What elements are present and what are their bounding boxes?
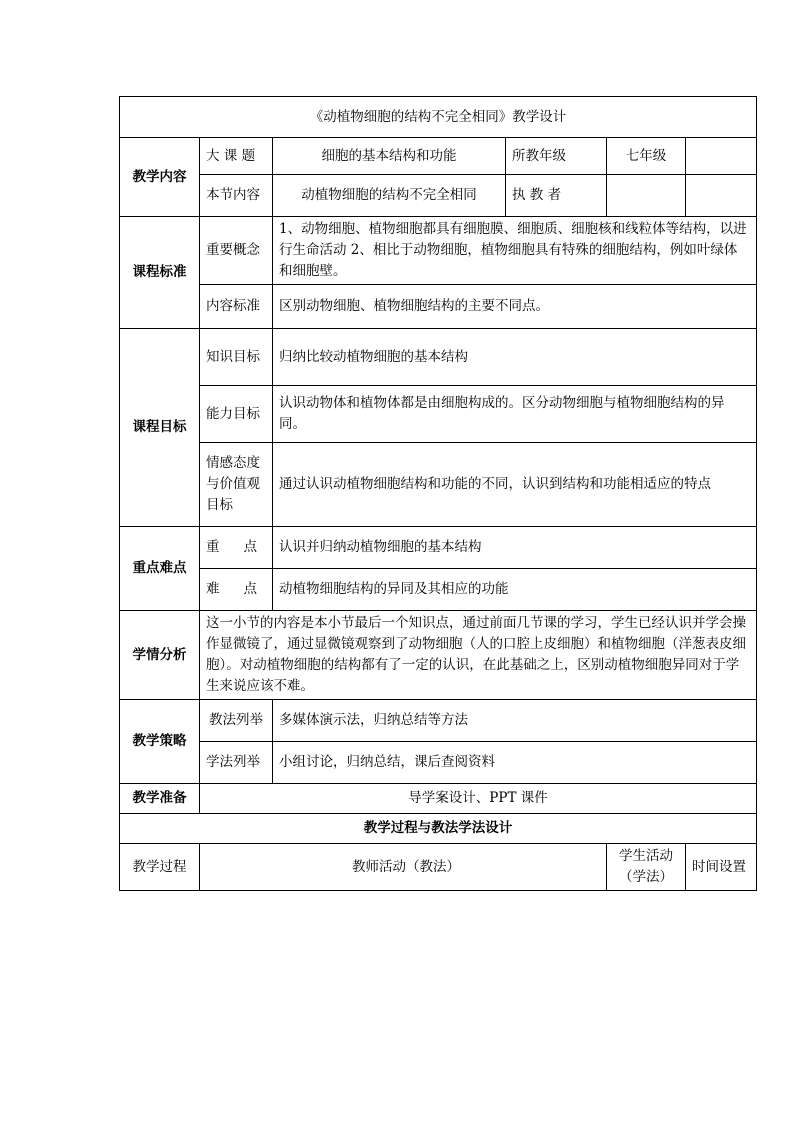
- lesson-value: 动植物细胞的结构不完全相同: [273, 175, 506, 217]
- teacher-label: 执 教 者: [506, 175, 607, 217]
- ability-goal-label: 能力目标: [200, 386, 273, 443]
- grade-value: 七年级: [607, 138, 686, 175]
- emotion-goal-text: 通过认识动植物细胞结构和功能的不同，认识到结构和功能相适应的特点: [273, 443, 757, 527]
- curriculum-standard-label: 课程标准: [120, 217, 200, 329]
- page-title: 《动植物细胞的结构不完全相同》教学设计: [120, 97, 757, 138]
- grade-label: 所教年级: [506, 138, 607, 175]
- lesson-label: 本节内容: [200, 175, 273, 217]
- focus-label: 重 点: [200, 527, 273, 569]
- teaching-method-text: 多媒体演示法，归纳总结等方法: [273, 700, 757, 742]
- key-concept-label: 重要概念: [200, 217, 273, 285]
- teaching-prep-text: 导学案设计、PPT 课件: [200, 784, 757, 814]
- content-standard-label: 内容标准: [200, 285, 273, 329]
- study-method-text: 小组讨论，归纳总结，课后查阅资料: [273, 742, 757, 784]
- content-standard-text: 区别动物细胞、植物细胞结构的主要不同点。: [273, 285, 757, 329]
- topic-value: 细胞的基本结构和功能: [273, 138, 506, 175]
- topic-label: 大 课 题: [200, 138, 273, 175]
- process-col-stage: 教学过程: [120, 844, 200, 891]
- key-concept-text: 1、动物细胞、植物细胞都具有细胞膜、细胞质、细胞核和线粒体等结构，以进行生命活动 2、相比于动物细胞，植物细胞具有特殊的细胞结构，例如叶绿体和细胞壁。: [273, 217, 757, 285]
- emotion-goal-label: 情感态度与价值观目标: [200, 443, 273, 527]
- study-method-label: 学法列举: [200, 742, 273, 784]
- process-header: 教学过程与教法学法设计: [120, 814, 757, 844]
- key-points-label: 重点难点: [120, 527, 200, 611]
- student-analysis-label: 学情分析: [120, 611, 200, 700]
- process-col-student: 学生活动（学法）: [607, 844, 686, 891]
- knowledge-goal-label: 知识目标: [200, 329, 273, 386]
- knowledge-goal-text: 归纳比较动植物细胞的基本结构: [273, 329, 757, 386]
- teaching-method-label: 教法列举: [200, 700, 273, 742]
- difficulty-label: 难 点: [200, 569, 273, 611]
- process-col-time: 时间设置: [686, 844, 757, 891]
- ability-goal-text: 认识动物体和植物体都是由细胞构成的。区分动物细胞与植物细胞结构的异同。: [273, 386, 757, 443]
- grade-extra-cell: [686, 138, 757, 175]
- curriculum-goals-label: 课程目标: [120, 329, 200, 527]
- teaching-strategy-label: 教学策略: [120, 700, 200, 784]
- teacher-extra-cell: [686, 175, 757, 217]
- process-col-teacher: 教师活动（教法）: [200, 844, 607, 891]
- focus-text: 认识并归纳动植物细胞的基本结构: [273, 527, 757, 569]
- student-analysis-text: 这一小节的内容是本小节最后一个知识点，通过前面几节课的学习，学生已经认识并学会操作显微镜了，通过显微镜观察到了动物细胞（人的口腔上皮细胞）和植物细胞（洋葱表皮细胞）。对动植物细胞的结构都有了一定的认识，在此基础之上，区别动植物细胞异同对于学生来说应该不难。: [200, 611, 757, 700]
- teacher-value: [607, 175, 686, 217]
- teaching-prep-label: 教学准备: [120, 784, 200, 814]
- lesson-plan-table: [119, 96, 757, 891]
- teaching-content-label: 教学内容: [120, 138, 200, 217]
- difficulty-text: 动植物细胞结构的异同及其相应的功能: [273, 569, 757, 611]
